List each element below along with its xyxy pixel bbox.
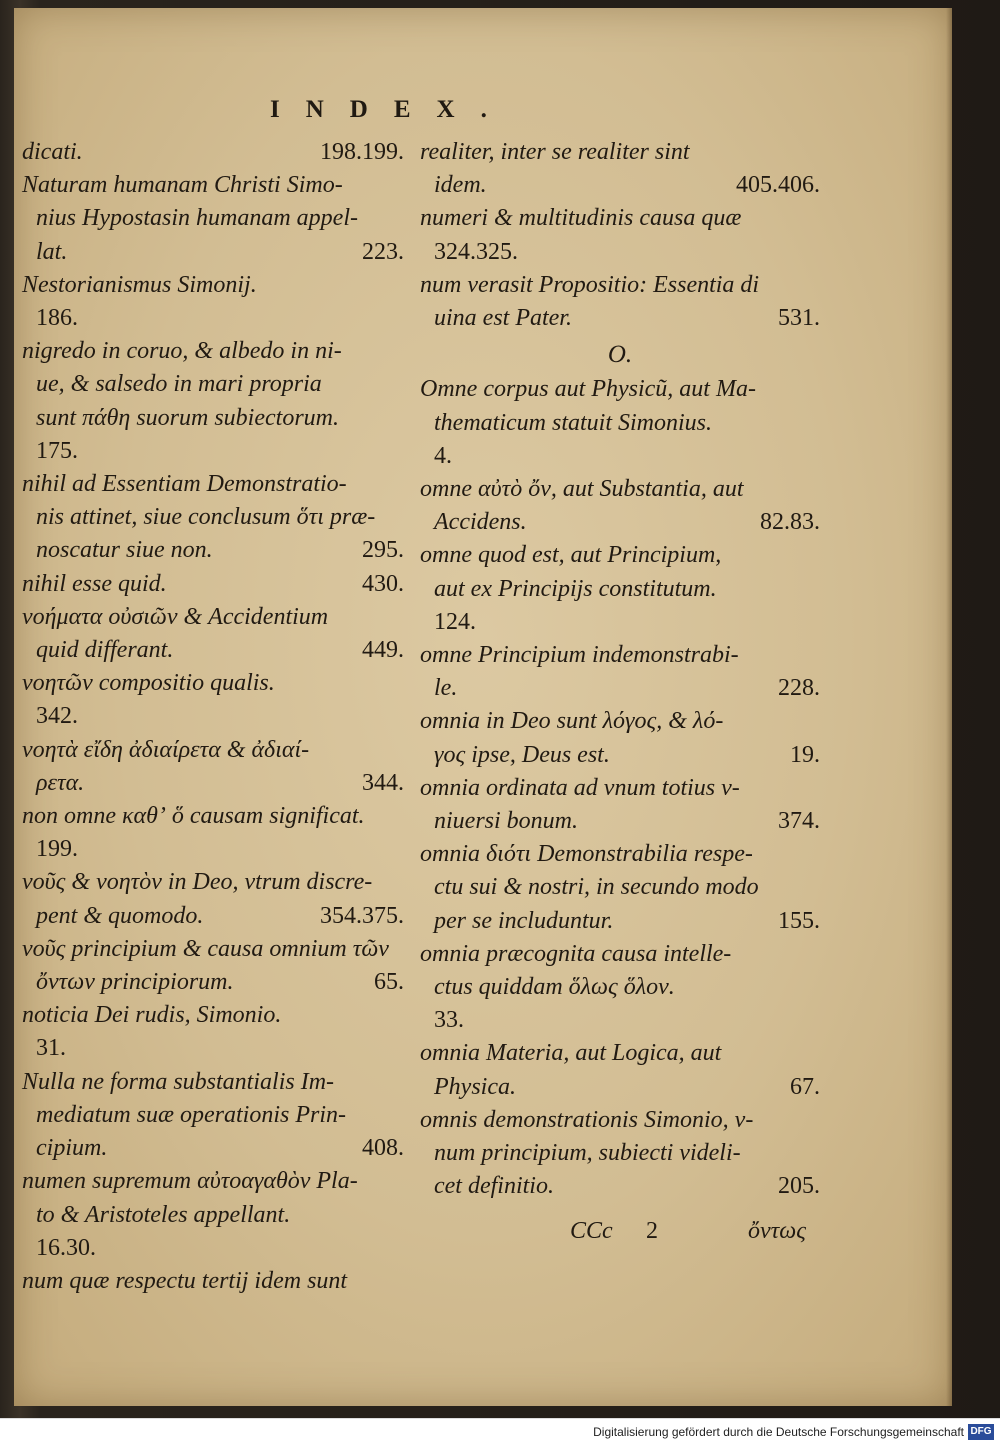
index-entry [420,202,820,268]
entry-text: ctus quiddam ὅλως ὅλον. [434,974,675,1001]
index-entry [22,933,404,999]
entry-text: ctu sui & nostri, in secundo modo [434,874,759,901]
entry-text: dicati. [22,139,83,165]
entry-text: Omne corpus aut Physicũ, aut Ma- [420,376,756,403]
left-column [22,136,404,1298]
entry-text: per se includuntur. [434,907,614,934]
page-reference: 4. [434,442,452,469]
index-entry [22,169,404,269]
entry-text: Nulla ne forma substantialis Im- [22,1068,335,1095]
page-reference: 19. [790,741,820,768]
entry-text: noticia Dei rudis, Simonio. [22,1002,282,1029]
index-entry [22,468,404,568]
catchword: ὄντως [748,1218,806,1244]
entry-text: num quæ respectu tertij idem sunt [22,1267,348,1294]
entry-text: le. [434,675,458,702]
page-reference: 430. [362,570,404,597]
entry-text: νοητὰ εἴδη ἀδιαίρετα & ἀδιαί- [22,736,310,763]
entry-text: pent & quomodo. [36,902,204,929]
entry-text: noscatur siue non. [36,537,213,564]
entry-text: cet definitio. [434,1173,554,1200]
index-entry [22,866,404,932]
entry-text: realiter, inter se realiter sint [420,139,690,165]
catchword-line [570,1218,830,1245]
index-entry [420,373,820,473]
entry-text: cipium. [36,1135,108,1162]
page-reference: 223. [362,238,404,265]
page-reference: 295. [362,537,404,564]
index-entry [22,269,404,335]
page-reference: 82.83. [760,509,820,536]
page-reference: 205. [778,1173,820,1200]
index-entry [22,999,404,1065]
entry-text: ue, & salsedo in mari propria [36,371,322,398]
entry-text: aut ex Principijs constitutum. [434,575,717,602]
entry-text: νοητῶν compositio qualis. [22,670,275,697]
entry-text: thematicum statuit Simonius. [434,409,712,436]
entry-text: omnia διότι Demonstrabilia respe- [420,841,753,868]
index-entry [420,705,820,771]
entry-text: num principium, subiecti videli- [434,1140,741,1167]
entry-text: numeri & multitudinis causa quæ [420,205,742,232]
right-column-top-entries [420,136,820,335]
index-entry [420,772,820,838]
index-entry [420,473,820,539]
funding-credit: Digitalisierung gefördert durch die Deutsche Forschungsgemeinschaft [593,1425,964,1439]
page-reference: 199. [36,836,78,863]
entry-text: Physica. [434,1073,516,1100]
entry-text: nius Hypostasin humanam appel- [36,205,358,232]
entry-text: Nestorianismus Simonij. [22,271,257,298]
entry-text: num verasit Propositio: Essentia di [420,271,760,298]
entry-text: nihil ad Essentiam Demonstratio- [22,471,347,498]
index-entry [22,1265,404,1298]
right-column [420,136,820,1204]
entry-text: omne αὐτὸ ὄν, aut Substantia, aut [420,476,744,503]
index-entry [22,136,404,169]
page-reference: 531. [778,305,820,332]
index-entry [420,539,820,639]
index-entry [420,1037,820,1103]
index-entry [22,734,404,800]
index-entry [420,838,820,938]
page-reference: 374. [778,808,820,835]
entry-text: omnia in Deo sunt λόγος, & λό- [420,708,724,735]
index-entry [22,601,404,667]
entry-text: omnia Materia, aut Logica, aut [420,1040,722,1067]
entry-text: to & Aristoteles appellant. [36,1201,291,1228]
entry-text: nis attinet, siue conclusum ὅτι præ- [36,504,376,531]
page-reference: 449. [362,637,404,664]
entry-text: numen supremum αὐτοαγαθὸν Pla- [22,1168,358,1195]
entry-text: νοῦς & νοητὸν in Deo, vtrum discre- [22,869,373,896]
entry-text: mediatum suæ operationis Prin- [36,1101,346,1128]
page-reference: 324.325. [434,238,518,265]
section-letter: O. [607,341,633,369]
entry-text: non omne καθʼ ὅ causam significat. [22,803,365,830]
index-entry [22,667,404,733]
signature-number: 2 [646,1218,658,1244]
index-entry [22,335,404,468]
running-header: INDEX. [270,96,513,123]
page-reference: 175. [36,437,78,464]
page-reference: 33. [434,1007,464,1034]
entry-text: Accidens. [434,509,527,536]
index-entry [420,136,820,202]
entry-text: uina est Pater. [434,305,572,332]
entry-text: ρετα. [36,769,85,796]
page-reference: 198.199. [320,139,404,165]
page-reference: 408. [362,1135,404,1162]
entry-text: omnia præcognita causa intelle- [420,940,732,967]
page-reference: 31. [36,1035,66,1062]
index-entry [22,568,404,601]
entry-text: idem. [434,172,487,199]
entry-text: νοῦς principium & causa omnium τῶν [22,935,389,962]
entry-text: omne Principium indemonstrabi- [420,642,739,669]
page-reference: 342. [36,703,78,730]
entry-text: nigredo in coruo, & albedo in ni- [22,338,342,365]
page-reference: 67. [790,1073,820,1100]
page-edge-shadow [946,8,952,1406]
index-entry [22,800,404,866]
entry-text: Naturam humanam Christi Simo- [22,172,343,199]
entry-text: γος ipse, Deus est. [434,741,610,768]
entry-text: omne quod est, aut Principium, [420,542,722,569]
dfg-logo: DFG [968,1424,994,1440]
entry-text: sunt πάθη suorum subiectorum. [36,404,339,431]
entry-text: niuersi bonum. [434,808,578,835]
entry-text: nihil esse quid. [22,570,167,597]
index-entry [420,639,820,705]
page-reference: 155. [778,907,820,934]
index-entry [420,938,820,1038]
page-reference: 344. [362,769,404,796]
page-reference: 186. [36,305,78,332]
page-reference: 16.30. [36,1234,96,1261]
index-entry [22,1066,404,1166]
page-reference: 228. [778,675,820,702]
entry-text: νοήματα οὐσιῶν & Accidentium [22,603,329,630]
footer-bar [0,1418,1000,1446]
entry-text: lat. [36,238,68,265]
page-reference: 405.406. [736,172,820,199]
entry-text: omnia ordinata ad vnum totius v- [420,774,740,801]
index-entry [22,1165,404,1265]
index-entry [420,1104,820,1204]
page-reference: 124. [434,608,476,635]
entry-text: omnis demonstrationis Simonio, v- [420,1106,754,1133]
entry-text: quid differant. [36,637,174,664]
entry-text: ὄντων principiorum. [36,969,234,996]
index-entry [420,269,820,335]
page-reference: 65. [374,969,404,996]
right-column-bottom-entries [420,373,820,1203]
page-reference: 354.375. [320,902,404,929]
signature-mark: CCc [570,1218,613,1244]
